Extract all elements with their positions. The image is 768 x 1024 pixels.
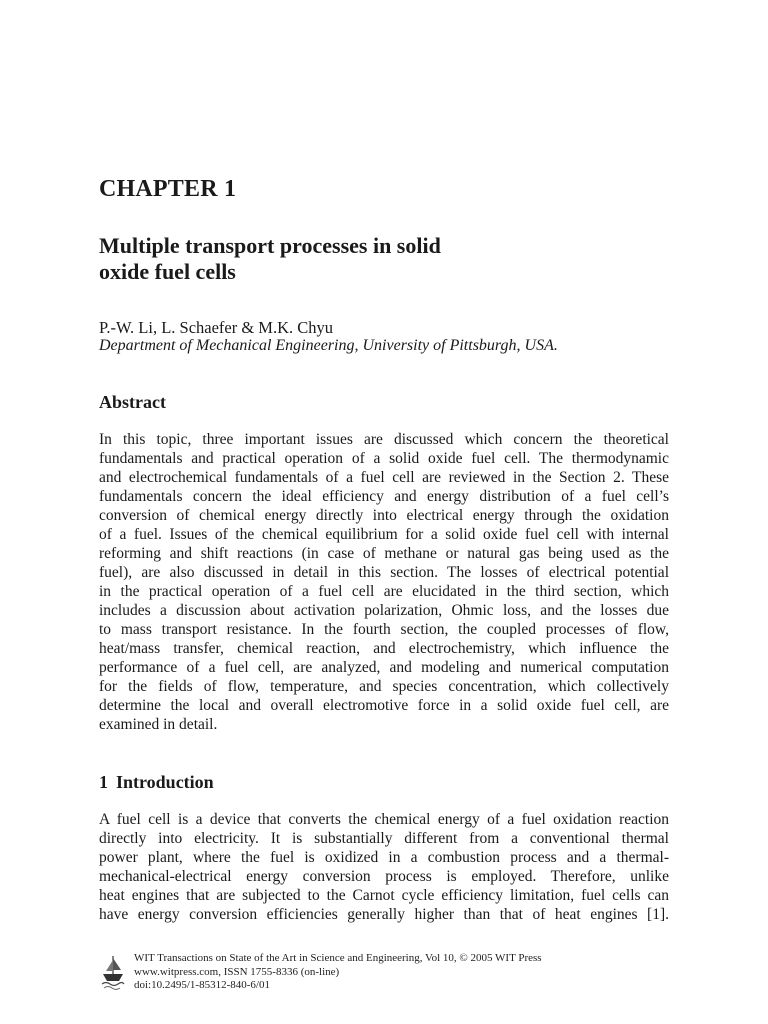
abstract-heading: Abstract xyxy=(99,392,166,412)
abstract-line: determine the local and overall electromotive force in a solid oxide fuel cell, are xyxy=(99,697,669,714)
abstract-line: conversion of chemical energy directly into electrical energy through the oxidation xyxy=(99,507,669,524)
chapter-title-line: Multiple transport processes in solid xyxy=(99,233,441,258)
intro-line: have energy conversion efficiencies generally higher than that of heat engines [1]. xyxy=(99,906,669,923)
abstract-line: examined in detail. xyxy=(99,716,218,733)
section-heading-introduction xyxy=(99,772,214,793)
footer-text xyxy=(134,952,542,993)
abstract-line: In this topic, three important issues are discussed which concern the theoretical xyxy=(99,431,669,448)
abstract-line: fundamentals and practical operation of a solid oxide fuel cell. The thermodynamic xyxy=(99,450,669,467)
section-number: 1 xyxy=(99,772,108,792)
chapter-title xyxy=(99,233,659,285)
section-title: Introduction xyxy=(116,772,214,792)
abstract-line: performance of a fuel cell, are analyzed, and modeling and numerical computation xyxy=(99,659,669,676)
abstract-line: fundamentals concern the ideal efficiency and energy distribution of a fuel cell’s xyxy=(99,488,669,505)
affiliation: Department of Mechanical Engineering, University of Pittsburgh, USA. xyxy=(99,337,558,354)
authors: P.-W. Li, L. Schaefer & M.K. Chyu xyxy=(99,318,334,337)
abstract-body xyxy=(99,430,669,734)
abstract-line: reforming and shift reactions (in case of methane or natural gas being used as the xyxy=(99,545,669,562)
footer-doi[interactable]: doi:10.2495/1-85312-840-6/01 xyxy=(134,979,270,991)
abstract-line: and electrochemical fundamentals of a fuel cell are reviewed in the Section 2. These xyxy=(99,469,669,486)
intro-line: mechanical-electrical energy conversion process is employed. Therefore, unlike xyxy=(99,868,669,885)
abstract-line: heat/mass transfer, chemical reaction, and electrochemistry, which influence the xyxy=(99,640,669,657)
abstract-line: for the fields of flow, temperature, and species concentration, which collectively xyxy=(99,678,669,695)
intro-line: heat engines that are subjected to the Carnot cycle efficiency limitation, fuel cells can xyxy=(99,887,669,904)
abstract-line: includes a discussion about activation polarization, Ohmic loss, and the losses due xyxy=(99,602,669,619)
footer-publication: WIT Transactions on State of the Art in Science and Engineering, Vol 10, © 2005 WIT Press xyxy=(134,952,542,964)
abstract-line: fuel), are also discussed in detail in this section. The losses of electrical potential xyxy=(99,564,669,581)
intro-line: directly into electricity. It is substantially different from a conventional thermal xyxy=(99,830,669,847)
abstract-line: to mass transport resistance. In the fourth section, the coupled processes of flow, xyxy=(99,621,669,638)
page-footer xyxy=(100,952,660,1022)
chapter-label: CHAPTER 1 xyxy=(99,176,237,202)
abstract-line: of a fuel. Issues of the chemical equilibrium for a solid oxide fuel cell with internal xyxy=(99,526,669,543)
wit-press-logo-icon xyxy=(100,954,126,994)
chapter-title-line: oxide fuel cells xyxy=(99,259,236,284)
intro-line: power plant, where the fuel is oxidized in a combustion process and a thermal- xyxy=(99,849,669,866)
abstract-line: in the practical operation of a fuel cell are elucidated in the third section, which xyxy=(99,583,669,600)
footer-website[interactable]: www.witpress.com, ISSN 1755-8336 (on-line) xyxy=(134,965,340,978)
introduction-body xyxy=(99,810,669,924)
intro-line: A fuel cell is a device that converts the chemical energy of a fuel oxidation reaction xyxy=(99,811,669,828)
